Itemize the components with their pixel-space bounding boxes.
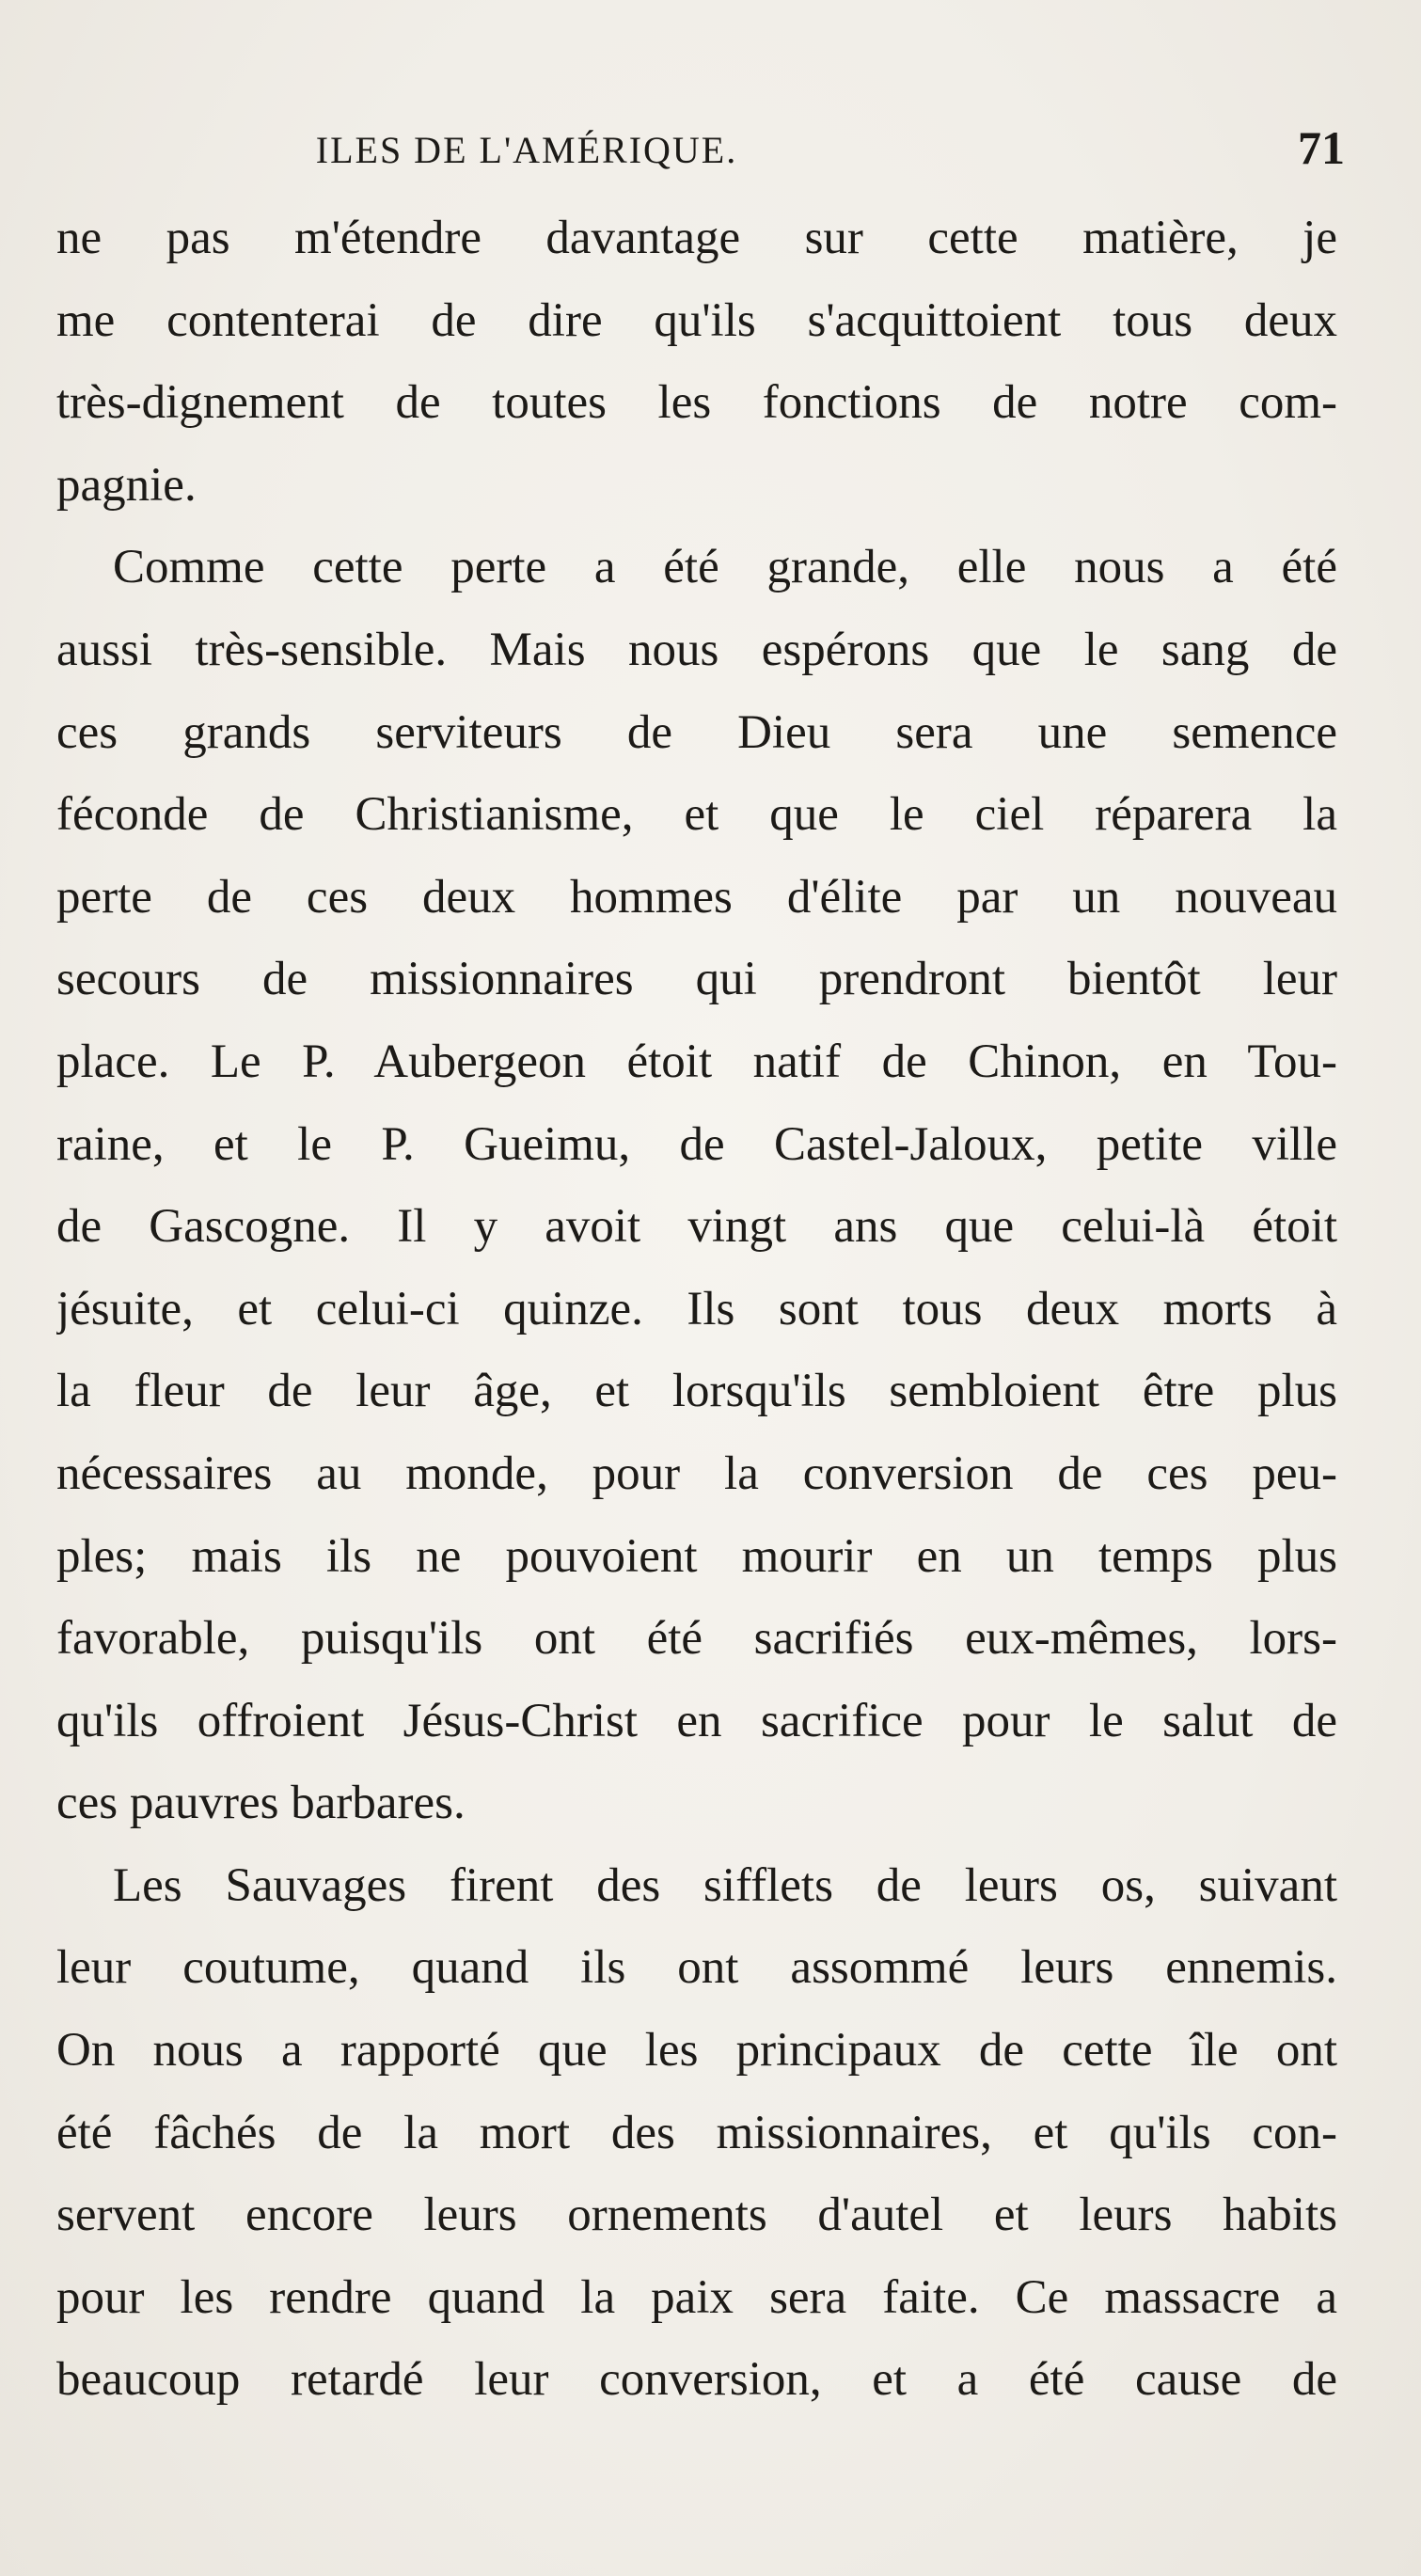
text-line: qu'ils offroient Jésus-Christ en sacrifice pour le salut de (56, 1694, 1337, 1747)
text-line: servent encore leurs ornements d'autel et leurs habits (56, 2189, 1337, 2242)
body-text (56, 198, 1337, 2422)
text-line: ces pauvres barbares. (56, 1777, 466, 1830)
text-line: Les Sauvages firent des sifflets de leurs os, suivant (113, 1858, 1337, 1912)
text-line: me contenterai de dire qu'ils s'acquittoient tous deux (56, 293, 1337, 347)
text-line: de Gascogne. Il y avoit vingt ans que celui-là étoit (56, 1200, 1337, 1254)
paragraph-1 (56, 198, 1337, 527)
text-line: pour les rendre quand la paix sera faite. Ce massacre a (56, 2270, 1337, 2324)
text-line: féconde de Christianisme, et que le ciel réparera la (56, 788, 1337, 842)
page-number: 71 (1298, 121, 1345, 174)
text-line: ples; mais ils ne pouvoient mourir en un temps plus (56, 1529, 1337, 1583)
text-line: raine, et le P. Gueimu, de Castel-Jaloux, petite ville (56, 1117, 1337, 1171)
text-line: ne pas m'étendre davantage sur cette matière, je (56, 212, 1337, 264)
text-line: aussi très-sensible. Mais nous espérons que le sang de (56, 623, 1337, 676)
running-title: ILES DE L'AMÉRIQUE. (315, 129, 738, 171)
text-line: pagnie. (56, 458, 197, 512)
text-line: jésuite, et celui-ci quinze. Ils sont tous deux morts à (56, 1282, 1337, 1335)
text-line: beaucoup retardé leur conversion, et a été cause de (56, 2353, 1337, 2407)
text-line: été fâchés de la mort des missionnaires, et qu'ils con- (56, 2106, 1337, 2159)
text-line: la fleur de leur âge, et lorsqu'ils sembloient être plus (56, 1365, 1337, 1418)
running-head (56, 120, 1345, 177)
text-line: secours de missionnaires qui prendront bientôt leur (56, 953, 1337, 1006)
text-line: perte de ces deux hommes d'élite par un nouveau (56, 870, 1337, 924)
text-line: leur coutume, quand ils ont assommé leurs ennemis. (56, 1941, 1337, 1995)
paragraph-3 (56, 1845, 1337, 2422)
text-line: très-dignement de toutes les fonctions de notre com- (56, 376, 1337, 430)
text-line: Comme cette perte a été grande, elle nous a été (113, 541, 1337, 594)
text-line: place. Le P. Aubergeon étoit natif de Chinon, en Tou- (56, 1035, 1337, 1088)
text-line: ces grands serviteurs de Dieu sera une semence (56, 705, 1337, 759)
text-line: nécessaires au monde, pour la conversion de ces peu- (56, 1446, 1337, 1500)
text-line: On nous a rapporté que les principaux de cette île ont (56, 2024, 1337, 2078)
paragraph-2 (56, 527, 1337, 1845)
text-line: favorable, puisqu'ils ont été sacrifiés eux-mêmes, lors- (56, 1612, 1337, 1666)
